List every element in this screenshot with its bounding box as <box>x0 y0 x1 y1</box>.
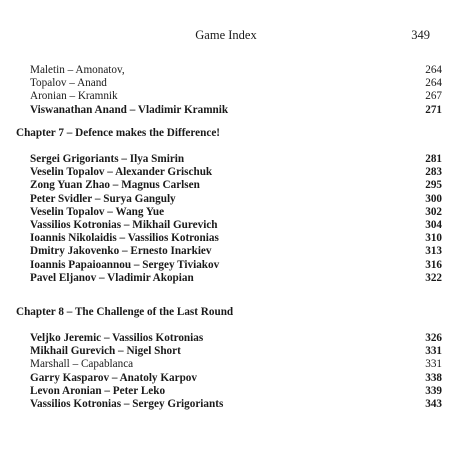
index-group-continued <box>30 64 442 117</box>
index-entry <box>30 332 442 345</box>
running-header-page-number: 349 <box>411 28 430 42</box>
index-entry <box>30 166 442 179</box>
index-entry <box>30 179 442 192</box>
entry-page: 338 <box>425 371 442 384</box>
entry-players: Topalov – Anand <box>30 77 107 90</box>
entry-page: 281 <box>425 153 442 165</box>
entry-players: Ioannis Papaioannou – Sergey Tiviakov <box>30 258 220 271</box>
index-entry <box>30 358 442 371</box>
entry-players: Vassilios Kotronias – Sergey Grigoriants <box>30 397 224 410</box>
index-entry <box>30 272 442 285</box>
index-entry <box>30 193 442 206</box>
running-header-title: Game Index <box>195 28 257 42</box>
index-entry <box>30 219 442 232</box>
entry-page: 264 <box>425 64 442 76</box>
entry-players: Maletin – Amonatov, <box>30 64 125 76</box>
index-entry <box>30 398 442 411</box>
entry-players: Vassilios Kotronias – Mikhail Gurevich <box>30 218 218 231</box>
entry-players: Zong Yuan Zhao – Magnus Carlsen <box>30 179 200 192</box>
entry-page: 322 <box>425 271 442 284</box>
entry-players: Marshall – Capablanca <box>30 358 134 371</box>
entry-players: Sergei Grigoriants – Ilya Smirin <box>30 153 185 165</box>
entry-players: Levon Aronian – Peter Leko <box>30 384 166 397</box>
entry-players: Pavel Eljanov – Vladimir Akopian <box>30 271 194 284</box>
entry-page: 339 <box>425 384 442 397</box>
entry-page: 343 <box>425 397 442 410</box>
entry-page: 331 <box>425 345 442 358</box>
entry-page: 300 <box>425 192 442 205</box>
entry-players: Veselin Topalov – Alexander Grischuk <box>30 166 213 179</box>
index-entry <box>30 245 442 258</box>
entry-page: 316 <box>425 258 442 271</box>
entry-players: Aronian – Kramnik <box>30 90 118 103</box>
entry-page: 271 <box>425 103 442 116</box>
entry-page: 295 <box>425 179 442 192</box>
index-entry <box>30 206 442 219</box>
entry-players: Viswanathan Anand – Vladimir Kramnik <box>30 103 229 116</box>
entry-page: 310 <box>425 232 442 245</box>
entry-page: 326 <box>425 332 442 344</box>
entry-players: Veljko Jeremic – Vassilios Kotronias <box>30 332 204 344</box>
entry-page: 302 <box>425 205 442 218</box>
entry-players: Veselin Topalov – Wang Yue <box>30 205 165 218</box>
index-entry <box>30 345 442 358</box>
index-entry <box>30 64 442 77</box>
chapter-7-heading: Chapter 7 – Defence makes the Difference! <box>16 127 221 139</box>
chapter-8-heading: Chapter 8 – The Challenge of the Last Round <box>16 306 234 318</box>
chapter-8-entries <box>30 332 442 411</box>
entry-page: 331 <box>425 358 442 371</box>
index-entry <box>30 259 442 272</box>
index-entry <box>30 104 442 117</box>
entry-page: 283 <box>425 166 442 179</box>
index-entry <box>30 232 442 245</box>
index-entry <box>30 77 442 90</box>
entry-players: Ioannis Nikolaidis – Vassilios Kotronias <box>30 232 219 245</box>
index-entry <box>30 372 442 385</box>
entry-players: Mikhail Gurevich – Nigel Short <box>30 345 181 358</box>
entry-page: 304 <box>425 218 442 231</box>
entry-page: 267 <box>425 90 442 103</box>
entry-players: Dmitry Jakovenko – Ernesto Inarkiev <box>30 245 212 258</box>
index-entry <box>30 90 442 103</box>
entry-page: 264 <box>425 77 442 90</box>
index-entry <box>30 153 442 166</box>
chapter-7-entries <box>30 153 442 285</box>
entry-players: Garry Kasparov – Anatoly Karpov <box>30 371 197 384</box>
index-entry <box>30 385 442 398</box>
entry-page: 313 <box>425 245 442 258</box>
entry-players: Peter Svidler – Surya Ganguly <box>30 192 176 205</box>
